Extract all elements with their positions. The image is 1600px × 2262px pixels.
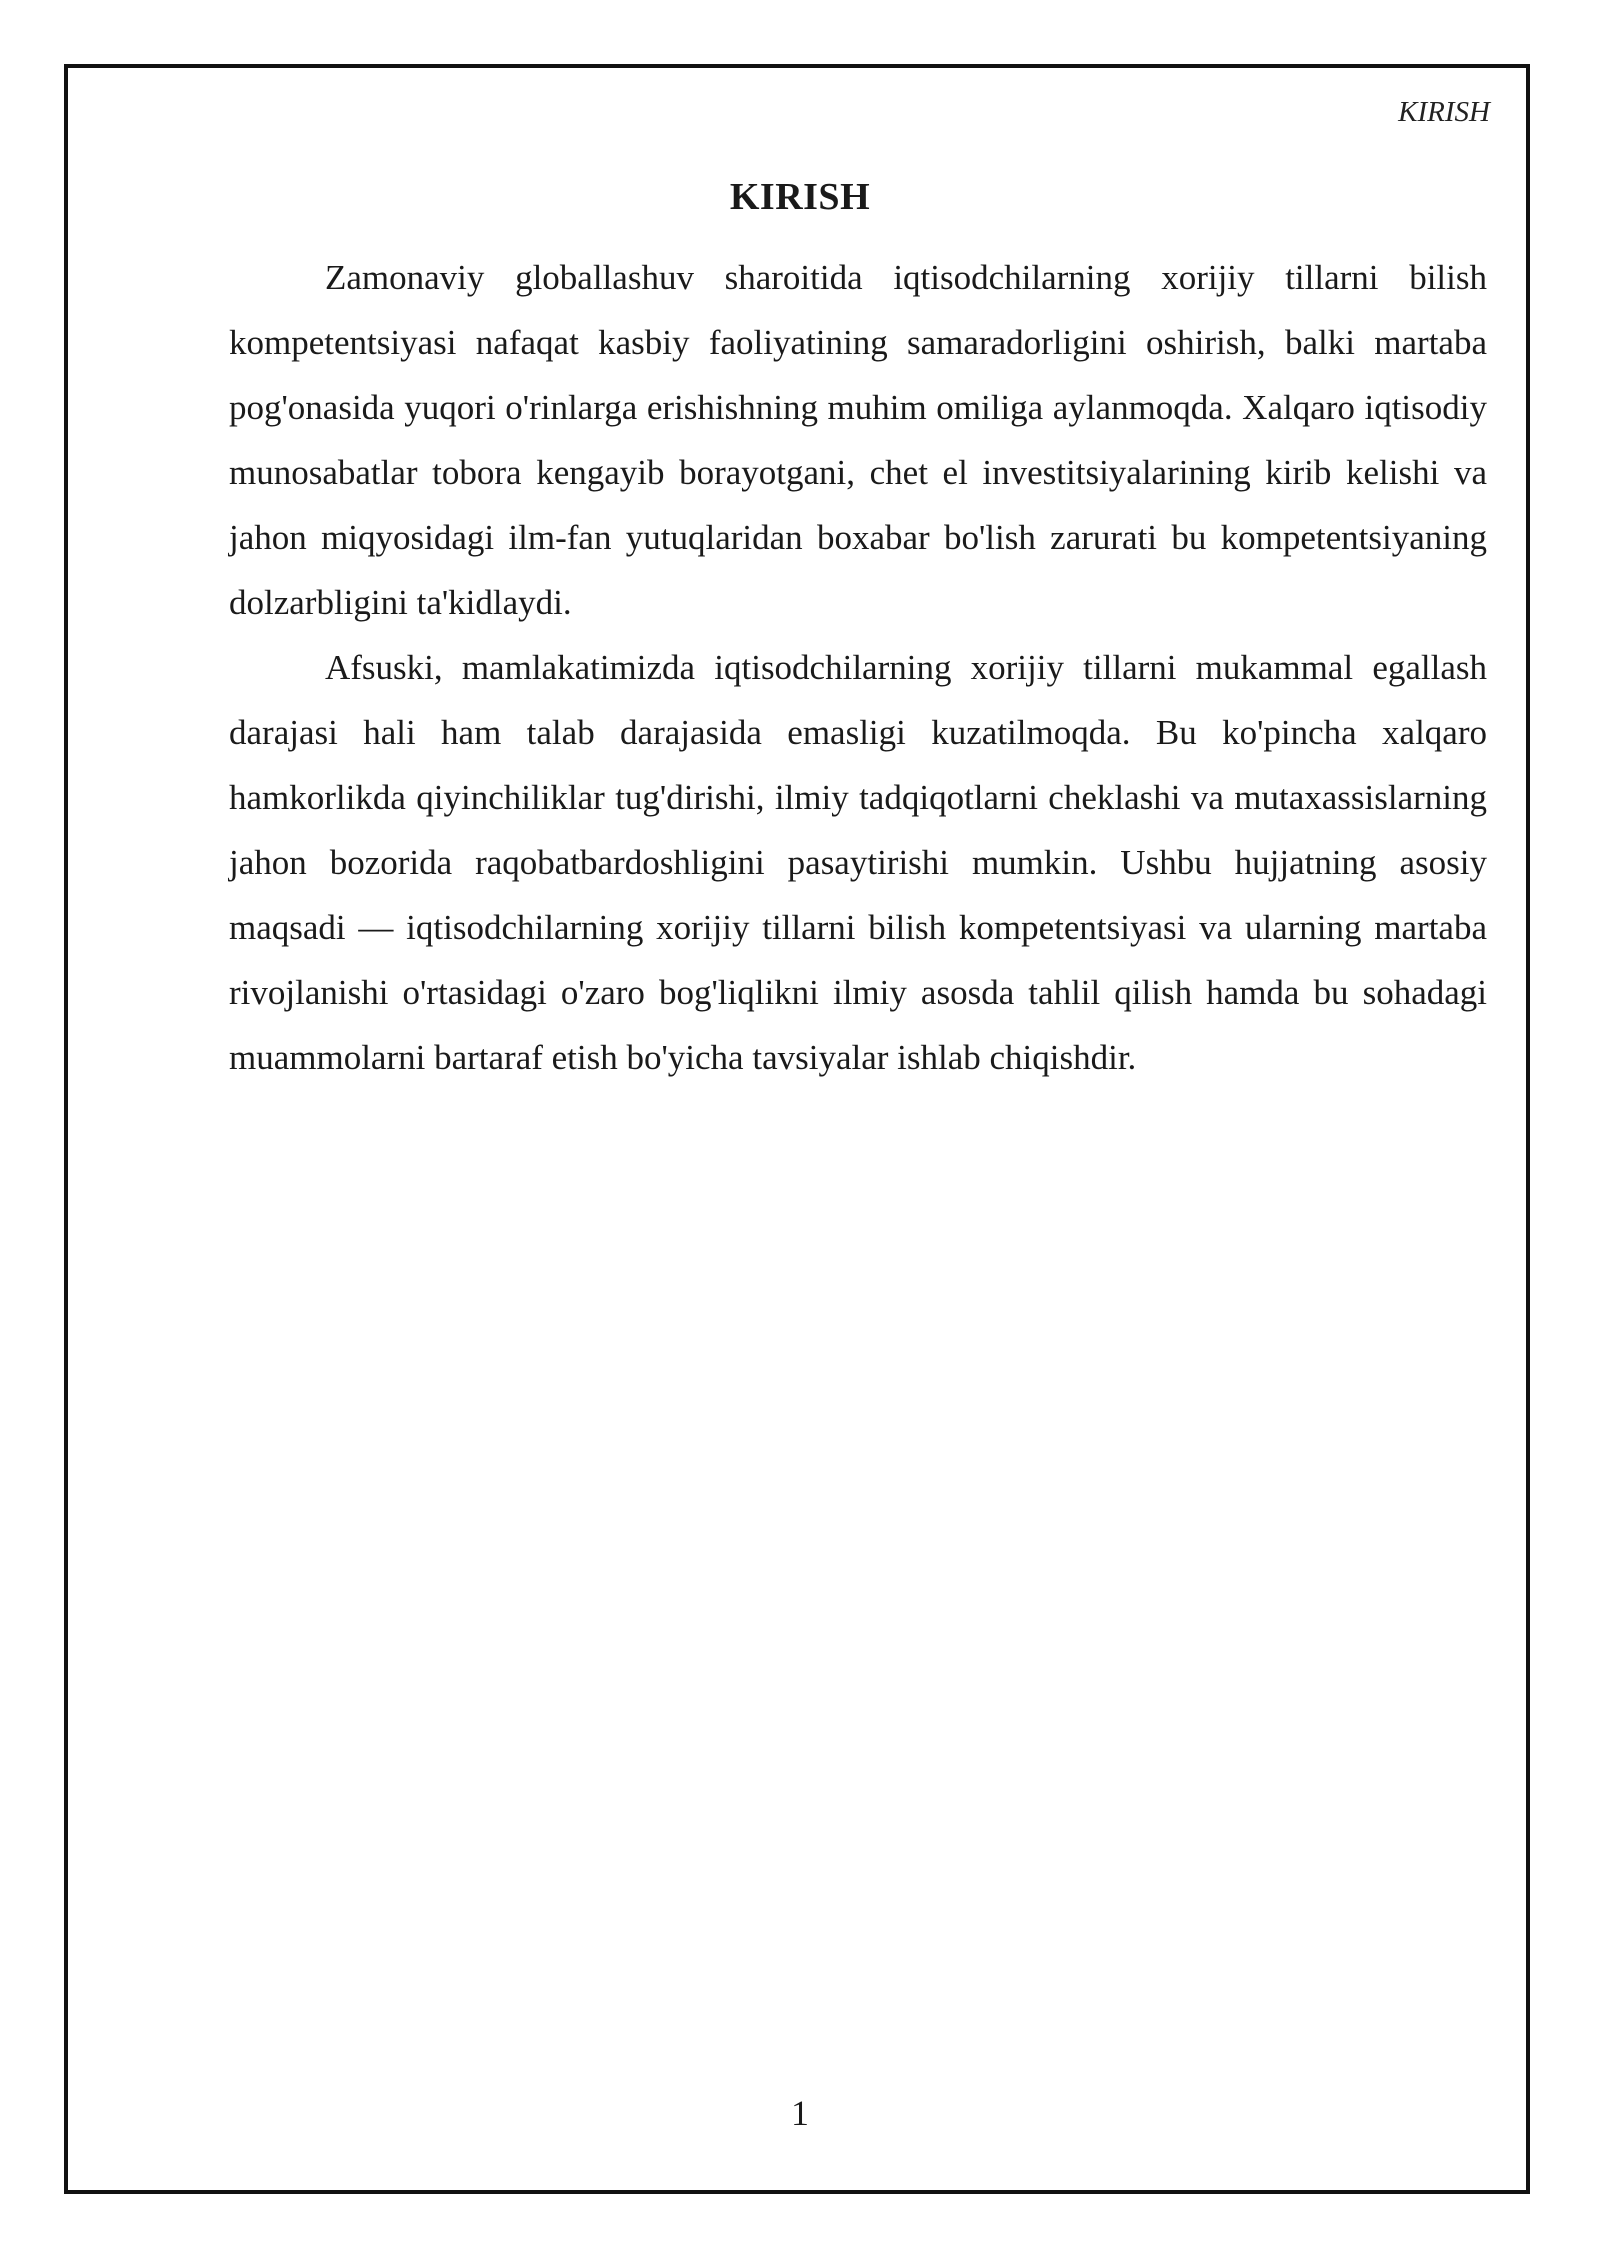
page-number: 1 — [791, 2093, 809, 2133]
document-body — [229, 245, 1487, 1090]
running-header: KIRISH — [1398, 96, 1490, 128]
paragraph-2: Afsuski, mamlakatimizda iqtisodchilarning xorijiy tillarni mukammal egallash darajasi hali ham talab darajasida emasligi kuzatilmoqda. Bu ko'pincha xalqaro hamkorlikda qiyinchiliklar tug'dirishi, ilmiy tadqiqotlarni cheklashi va mutaxassislarning jahon bozorida raqobatbardoshligini pasaytirishi mumkin. Ushbu hujjatning asosiy maqsadi — iqtisodchilarning xorijiy tillarni bilish kompetentsiyasi va ularning martaba rivojlanishi o'rtasidagi o'zaro bog'liqlikni ilmiy asosda tahlil qilish hamda bu sohadagi muammolarni bartaraf etish bo'yicha tavsiyalar ishlab chiqishdir. — [229, 648, 1487, 1077]
section-title: KIRISH — [729, 176, 871, 219]
paragraph-1: Zamonaviy globallashuv sharoitida iqtisodchilarning xorijiy tillarni bilish kompetentsiyasi nafaqat kasbiy faoliyatining samaradorligini oshirish, balki martaba pog'onasida yuqori o'rinlarga erishishning muhim omiliga aylanmoqda. Xalqaro iqtisodiy munosabatlar tobora kengayib borayotgani, chet el investitsiyalarining kirib kelishi va jahon miqyosidagi ilm-fan yutuqlaridan boxabar bo'lish zarurati bu kompetentsiyaning dolzarbligini ta'kidlaydi. — [229, 258, 1487, 622]
